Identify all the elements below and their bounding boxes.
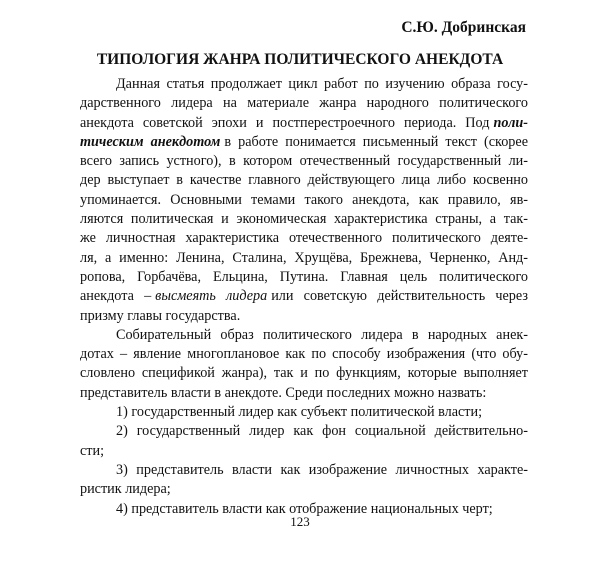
text-line: дотах – явление многоплановое как по способу изображения (что обу-	[80, 346, 528, 363]
text-line: ропова, Горбачёва, Ельцина, Путина. Главная цель политического	[80, 268, 528, 285]
text-line: представитель власти в анекдоте. Среди последних можно назвать:	[80, 384, 487, 401]
list-item: 2) государственный лидер как фон социальной действительно-	[116, 423, 528, 440]
term-emphasis: тическим анекдотом	[80, 133, 221, 150]
text-fragment: в работе понимается письменный текст (скорее	[224, 133, 528, 150]
text-line	[80, 133, 528, 152]
term-emphasis: поли-	[493, 114, 528, 131]
text-line: всего запись устного), в котором отечественный государственный ли-	[80, 153, 528, 170]
list-item-continuation: ристик лидера;	[80, 481, 171, 498]
text-line: же личностная характеристика отечественного политического деяте-	[80, 230, 528, 247]
text-line	[80, 114, 528, 133]
text-line: ляются политическая и экономическая характеристика страны, а так-	[80, 211, 528, 228]
text-line: упоминается. Основными темами такого анекдота, как правило, яв-	[80, 191, 528, 208]
list-item-continuation: сти;	[80, 442, 105, 459]
text-line: дер выступает в качестве главного действующего лица либо косвенно	[80, 172, 528, 189]
list-item: 3) представитель власти как изображение личностных характе-	[116, 461, 528, 478]
list-item: 4) представитель власти как отображение национальных черт;	[116, 500, 493, 517]
text-line: ля, а именно: Ленина, Сталина, Хрущёва, Брежнева, Черненко, Анд-	[80, 249, 528, 266]
text-fragment: или советскую действительность через	[271, 288, 528, 305]
text-fragment: анекдота советской эпохи и постперестроечного периода. Под	[80, 114, 490, 131]
list-item: 1) государственный лидер как субъект политической власти;	[116, 404, 483, 421]
text-line: словлено спецификой жанра), так и по функциям, которые выполняет	[80, 365, 528, 382]
text-line: призму главы государства.	[80, 307, 241, 324]
article-body	[80, 75, 528, 519]
text-line	[80, 287, 528, 306]
italic-emphasis: высмеять лидера	[155, 288, 268, 305]
text-fragment: анекдота –	[80, 288, 152, 305]
author-name: С.Ю. Добринская	[401, 19, 526, 36]
article-title: ТИПОЛОГИЯ ЖАНРА ПОЛИТИЧЕСКОГО АНЕКДОТА	[96, 51, 504, 68]
page-number: 123	[290, 514, 310, 529]
text-line: Собирательный образ политического лидера в народных анек-	[116, 326, 528, 343]
text-line: Данная статья продолжает цикл работ по изучению образа госу-	[116, 76, 528, 92]
text-line: дарственного лидера на материале жанра народного политического	[80, 95, 528, 112]
